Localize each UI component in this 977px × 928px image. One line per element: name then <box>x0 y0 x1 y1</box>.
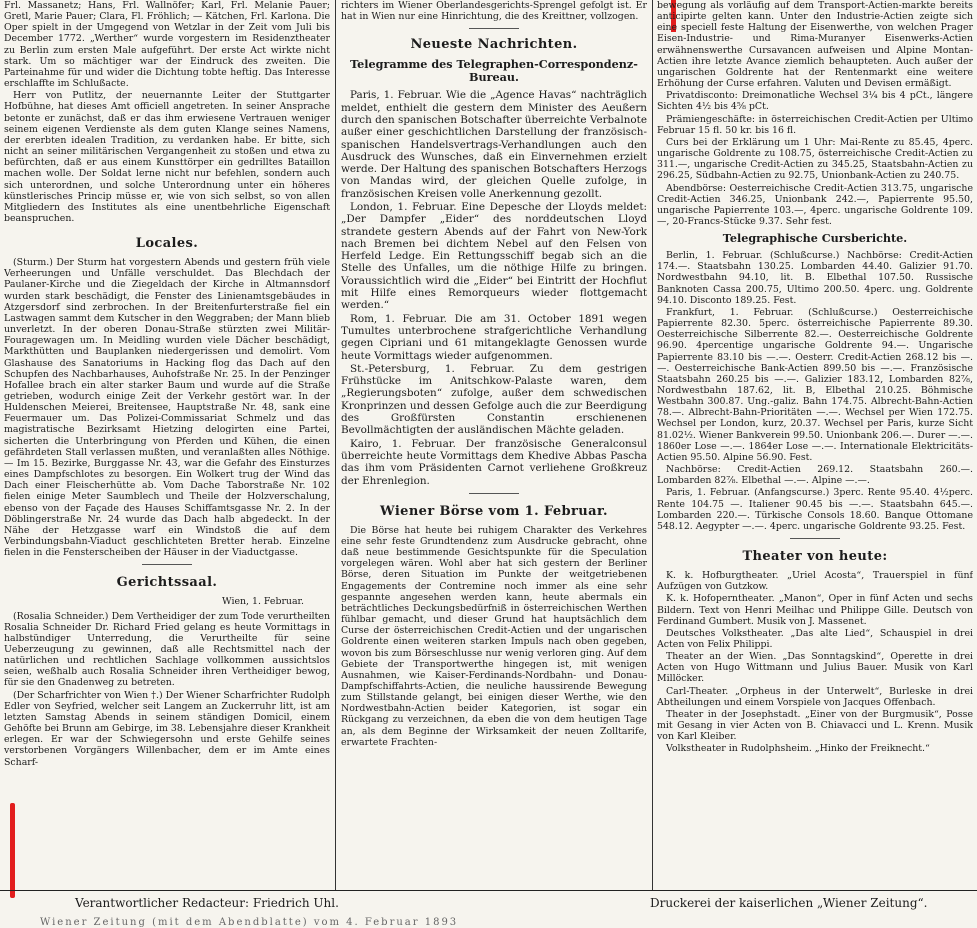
theater-notes-paragraph: Frl. Massanetz; Hans, Frl. Wallnöfer; Karl, Frl. Melanie Pauer; Gretl, Marie Pauer; Clara, Fl. Fröhlich; — Kätchen, Frl. Karlona. Die Oper spielt in der Umgegend von Wetzlar in der Zeit vom Juli bis December 1772. „Werther“ wurde vorgestern im Residenztheater zu Berlin zum ersten Male aufgeführt. Der erste Act wirkte nicht stark. Um so mächtiger war der Eindruck des zweiten. Die Parteinahme für und wider die Dichtung tobte heftig. Das Interesse erschlaffte im Schlußacte. <box>4 0 330 90</box>
carl-theater-entry: Carl-Theater. „Orpheus in der Unterwelt“, Burleske in drei Abtheilungen und einem Vorspiele von Jacques Offenbach. <box>657 685 973 708</box>
boerse-continued: bewegung als vorläufig auf dem Transport-Actien-markte bereits anticipirte gelten kann. Unter den Industrie-Actien zeigte sich eine speciell feste Haltung der Eisenwerthe, von welchen Prager Eisen-Industrie- und Rima-Muranyer Eisenwerks-Actien erwähnenswerthe Cursavancen aufweisen und Alpine Montan-Actien ihre letzte Avance ziemlich behaupteten. Auch außer der ungarischen Goldrente hat der Rentenmarkt eine weitere Erhöhung der Curse erfahren. Valuten und Devisen ermäßigt. <box>657 0 973 90</box>
column-rule <box>335 0 336 890</box>
scharfrichter-continued: richters im Wiener Oberlandesgerichts-Sprengel gefolgt ist. Er hat in Wien nur eine Hinrichtung, die des Kreittner, vollzogen. <box>341 0 647 23</box>
cut-off-running-line: Wiener Zeitung (mit dem Abendblatte) vom 4. Februar 1893 <box>40 917 459 928</box>
st-petersburg-telegram: St.-Petersburg, 1. Februar. Zu dem gestrigen Frühstücke im Anitschkow-Palaste waren, dem „Regierungsboten“ zufolge, außer dem schwedischen Kronprinzen und dessen Gefolge auch die zur Beerdigung des Großfürsten Constantin erschienenen Bevollmächtigten der ausländischen Mächte geladen. <box>341 362 647 437</box>
locales-heading: Locales. <box>135 236 199 252</box>
frankfurt-cursbericht: Frankfurt, 1. Februar. (Schlußcurse.) Oesterreichische Papierrente 82.30. 5perc. österreichische Papierrente 89.30. Oesterreichische Silberrente 82.—. Oesterreichische Goldrente 96.90. 4percentige ungarische Goldrente 94.—. Ungarische Papierrente 83.10 bis —.—. Oesterr. Credit-Actien 268.12 bis —.—. Oesterreichische Bank-Actien 899.50 bis —.—. Französische Staatsbahn 260.25 bis —.—. Galizier 183.12, Lombarden 82⅞, Nordwestbahn 187.62, lit. B, Elbethal 210.25. Böhmische Westbahn 300.87. Ung.-galiz. Bahn 174.75. Albrecht-Bahn-Actien 78.—. Albrecht-Bahn-Prioritäten —.—. Wechsel per Wien 172.75. Wechsel per London, kurz, 20.37. Wechsel per Paris, kurze Sicht 81.02⅟₂. Wiener Bankverein 99.50. Unionbank 206.—. Durer —.—. 1860er Lose —.—. 1864er Lose —.—. Internationale Elektricitäts-Actien 95.50. Alpine 56.90. Fest. <box>657 306 973 463</box>
putlitz-paragraph: Herr von Putlitz, der neuernannte Leiter der Stuttgarter Hofbühne, hat dieses Amt officiell angetreten. In seiner Ansprache betonte er zunächst, daß er das ihm erwiesene Vertrauen weniger seinem eigenen Verdienste als dem guten Klange seines Namens, der ererbten idealen Tradition, zu verdanken habe. Er bitte, sich nicht an seiner militärischen Vergangenheit zu stoßen und etwa zu befürchten, daß er aus einem Kunsttörper ein gedrilltes Bataillon machen wolle. Der Soldat lerne nicht nur befehlen, sondern auch sich unterordnen, und solche Unterordnung unter ein höheres künstlerisches Princip müsse er, wie von sich selbst, so von allen Mitgliedern des Institutes als eine unentbehrliche Eigenschaft beanspruchen. <box>4 90 330 224</box>
page-footer <box>0 890 977 928</box>
divider <box>469 28 519 29</box>
rom-telegram: Rom, 1. Februar. Die am 31. October 1891 wegen Tumultes unterbrochene strafgerichtliche Verhandlung gegen Cipriani und 61 mitangeklagte Genossen wurde heute Vormittags wieder aufgenommen. <box>341 312 647 362</box>
theater-heading: Theater von heute: <box>742 549 888 565</box>
praemiengeschaefte-paragraph: Prämiengeschäfte: in österreichischen Credit-Actien per Ultimo Februar 15 fl. 50 kr. bis 16 fl. <box>657 113 973 136</box>
printer-credit: Druckerei der kaiserlichen „Wiener Zeitung“. <box>650 896 928 910</box>
berlin-cursbericht: Berlin, 1. Februar. (Schlußcurse.) Nachbörse: Credit-Actien 174.—. Staatsbahn 130.25. Lombarden 44.40. Galizier 91.70. Nordwestbahn 94.10, lit. B. Elbethal 107.50. Russische Banknoten Cassa 200.75, Ultimo 200.50. 4perc. ung. Goldrente 94.10. Disconto 189.25. Fest. <box>657 250 973 306</box>
paris-telegram: Paris, 1. Februar. Wie die „Agence Havas“ nachträglich meldet, enthielt die gestern dem Minister des Aeußern durch den spanischen Botschafter überreichte Verbalnote außer einer geschichtlichen Darstellung der französisch-spanischen Handelsvertrags-Verhandlungen auch den Ausdruck des Wunsches, daß ein Einvernehmen erzielt werde. Der Haltung des spanischen Botschafters Herzogs von Mandas wird, der gleichen Quelle zufolge, in französischen Kreisen volle Anerkennung gezollt. <box>341 89 647 200</box>
column-3 <box>657 0 973 889</box>
theater-an-der-wien-entry: Theater an der Wien. „Das Sonntagskind“, Operette in drei Acten von Hugo Wittmann und Julius Bauer. Musik von Karl Millöcker. <box>657 651 973 685</box>
boerse-report: Die Börse hat heute bei ruhigem Charakter des Verkehres eine sehr feste Grundtendenz zum Ausdrucke gebracht, ohne daß neue bestimmende Gesichtspunkte für die Speculation vorgelegen wären. Wohl aber hat sich gestern der Berliner Börse, deren Situation im Punkte der weitgetriebenen Engagements der Contremine noch immer als eine sehr gespannte angesehen werden kann, heute abermals ein beträchtliches Deckungsbedürfniß in österreichischen Werthen fühlbar gemacht, und dieser Grund hat hauptsächlich dem Curse der österreichischen Credit-Actien und der ungarischen Goldrente einen weiteren starken Impuls nach oben gegeben, wovon bis zum Börseschlusse nur wenig verloren ging. Auf dem Gebiete der Transportwerthe hingegen ist, mit wenigen Ausnahmen, wie Kaiser-Ferdinands-Nordbahn- und Donau-Dampfschiffahrts-Actien, die neuliche haussirende Bewegung zum Stillstande gelangt, bei einigen dieser Werthe, wie den Nordwestbahn-Actien beider Kategorien, ist sogar ein Rückgang zu verzeichnen, da eben die von dem heutigen Tage an, als dem Beginne der Wirksamkeit der neuen Zolltarife, erwartete Frachten- <box>341 524 647 748</box>
rosalia-paragraph: (Rosalia Schneider.) Dem Vertheidiger der zum Tode verurtheilten Rosalia Schneider Dr. Richard Fried gelang es heute Vormittags in halbstündiger Unterredung, die Verurtheilte für seine Ueberzeugung zu gewinnen, daß alle Rechtsmittel nach der natürlichen und rechtlichen Sachlage vollkommen aussichtslos seien, weßhalb auch Rosalia Schneider ihren Vertheidiger bewog, für sie den Gnadenweg zu betreten. <box>4 610 330 689</box>
josephstadt-entry: Theater in der Josephstadt. „Einer von der Burgmusik“, Posse mit Gesang in vier Acten von B. Chiavacci und L. Krenn. Musik von Karl Kleiber. <box>657 708 973 743</box>
london-telegram: London, 1. Februar. Eine Depesche der Lloyds meldet: „Der Dampfer „Eider“ des norddeutschen Lloyd strandete gestern Abends auf der Fahrt von New-York nach Bremen bei dichtem Nebel auf den Felsen von Herfeld Ledge. Ein Rettungsschiff begab sich an die Stelle des Unfalles, um die nöthige Hilfe zu bringen. Voraussichtlich wird die „Eider“ bei Eintritt der Hochflut mit Hilfe eines Remorqueurs wieder flottgemacht werden.“ <box>341 200 647 312</box>
volkstheater-entry: Deutsches Volkstheater. „Das alte Lied“, Schauspiel in drei Acten von Felix Philippi. <box>657 627 973 650</box>
column-2 <box>341 0 647 889</box>
neueste-nachrichten-heading: Neueste Nachrichten. <box>410 37 578 53</box>
column-1 <box>4 0 330 889</box>
hofburgtheater-entry: K. k. Hofburgtheater. „Uriel Acosta“, Trauerspiel in fünf Aufzügen von Gutzkow. <box>657 570 973 593</box>
divider <box>790 538 840 539</box>
kairo-telegram: Kairo, 1. Februar. Der französische Generalconsul überreichte heute Vormittags dem Khedive Abbas Pascha das ihm vom Präsidenten Carnot verliehene Großkreuz der Ehrenlegion. <box>341 437 647 487</box>
responsible-editor: Verantwortlicher Redacteur: Friedrich Uhl. <box>75 896 339 910</box>
gerichtssaal-dateline: Wien, 1. Februar. <box>221 596 304 608</box>
gerichtssaal-heading: Gerichtssaal. <box>116 575 218 591</box>
curs-erklaerung-paragraph: Curs bei der Erklärung um 1 Uhr: Mai-Rente zu 85.45, 4perc. ungarische Goldrente zu 108.75, österreichische Credit-Actien zu 311.—, ungarische Credit-Actien zu 345.25, Staatsbahn-Actien zu 296.25, Südbahn-Actien zu 92.75, Unionbank-Actien zu 240.75. <box>657 136 973 182</box>
divider <box>142 564 192 565</box>
paris-cursbericht: Paris, 1. Februar. (Anfangscurse.) 3perc. Rente 95.40. 4½perc. Rente 104.75 —. Italiener 90.45 bis —.—. Staatsbahn 645.—. Lombarden 220.—. Türkische Consols 18.60. Banque Ottomane 548.12. Aegypter —.—. 4perc. ungarische Goldrente 93.25. Fest. <box>657 487 973 532</box>
rudolphsheim-entry: Volkstheater in Rudolphsheim. „Hinko der Freiknecht.“ <box>666 743 930 755</box>
sturm-paragraph: (Sturm.) Der Sturm hat vorgestern Abends und gestern früh viele Verheerungen und Unfälle verschuldet. Das Blechdach der Paulaner-Kirche und die Ziegeldach der Kirche in Altmannsdorf wurden stark beschädigt, die Fenster des Linienamtsgebäudes in Atzgersdorf sind zerbrochen. In der Breitenfurterstraße fiel ein Lastwagen sammt dem Kutscher in den Weggraben; der Mann blieb unverletzt. In der oberen Donau-Straße stürzten zwei Militär-Fouragewagen um. In Meidling wurden viele Dächer beschädigt, Markthütten und Bauplanken niedergerissen und demolirt. Vom Glashause des Sanatoriums in Hacking flog das Dach auf den Schupfen des Nachbarhauses, Auhofstraße Nr. 25. In der Penzinger Hofallee brach ein alter starker Baum und wurde auf die Straße getrieben, wodurch einige Zeit der Verkehr gestört war. In der Huldenschen Meierei, Breitensee, Hauptstraße Nr. 48, sank eine Feuermauer um. Das Polizei-Commissariat Schmelz und das magistratische Bezirksamt Hietzing delogirten eine Partei, sicherten die Unterbringung von Pferden und Kühen, die einen gefährdeten Stall verlassen mußten, und veranlaßten alles Nöthige. — Im 15. Bezirke, Burggasse Nr. 43, war die Gefahr des Einsturzes eines Dampfschlotes zu besorgen. Ein Wolkert trug der Wind das Dach einer Fleischerhütte ab. Vom Dache Taborstraße Nr. 102 fielen einige Meter Saumblech und Theile der Holzverschalung, ebenso von der Façade des Hauses Schiffamtsgasse Nr. 2. In der Döblingerstraße Nr. 24 wurde das Dach halb abgedeckt. In der Nähe der Hetzgasse warf ein Windstoß die auf dem Verbindungsbahn-Viaduct geschlichteten Bretter herab. Einzelne fielen in die Fensterscheiben der Häuser in der Viaductgasse. <box>4 257 330 559</box>
divider <box>469 493 519 494</box>
abendboerse-paragraph: Abendbörse: Oesterreichische Credit-Actien 313.75, ungarische Credit-Actien 346.25, Unionbank 242.—, Papierrente 95.50, ungarische Papierrente 103.—, 4perc. ungarische Goldrente 109.—, 20-Francs-Stücke 9.37. Sehr fest. <box>657 182 973 227</box>
hofoperntheater-entry: K. k. Hofoperntheater. „Manon“, Oper in fünf Acten und sechs Bildern. Text von Henri Meilhac und Philippe Gille. Deutsch von Ferdinand Gumbert. Musik von J. Massenet. <box>657 593 973 627</box>
telegramme-heading: Telegramme des Telegraphen-Correspondenz-Bureau. <box>350 57 638 85</box>
nachboerse-paragraph: Nachbörse: Credit-Actien 269.12. Staatsbahn 260.—. Lombarden 82⅞. Elbethal —.—. Alpine —.—. <box>657 464 973 487</box>
scharfrichter-paragraph: (Der Scharfrichter von Wien †.) Der Wiener Scharfrichter Rudolph Edler von Seyfried, welcher seit Langem an Zuckerruhr litt, ist am letzten Samstag Abends in seinem ständigen Domicil, einem Gehöfte bei Brunn am Gebirge, im 38. Lebensjahre dieser Krankheit erlegen. Er war der Schwiegersohn und erste Gehilfe seines verstorbenen Vorgängers Willenbacher, dem er im Amte eines Scharf- <box>4 689 330 768</box>
wiener-boerse-heading: Wiener Börse vom 1. Februar. <box>380 503 608 519</box>
column-rule <box>652 0 653 890</box>
cursberichte-heading: Telegraphische Cursberichte. <box>722 231 908 246</box>
privatdisconto-paragraph: Privatdisconto: Dreimonatliche Wechsel 3¼ bis 4 pCt., längere Sichten 4½ bis 4⅝ pCt. <box>657 90 973 113</box>
